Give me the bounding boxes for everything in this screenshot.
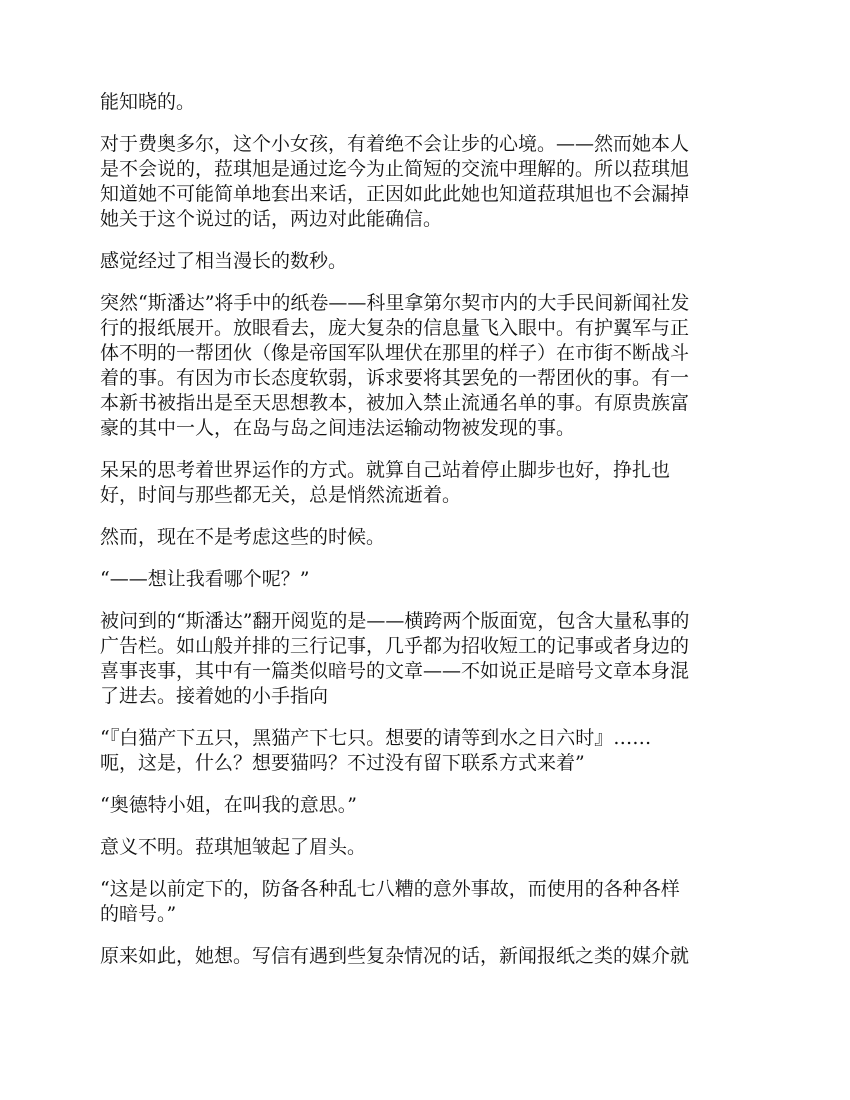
paragraph: 原来如此，她想。写信有遇到些复杂情况的话，新闻报纸之类的媒介就 xyxy=(100,945,690,967)
paragraph: 对于费奥多尔，这个小女孩，有着绝不会让步的心境。——然而她本人 是不会说的，菈琪旭是通过迄今为止简短的交流中理解的。所以菈琪旭 知道她不可能简单地套出来话，正因如此此她也知道菈琪旭也不会漏掉 她关于这个说过的话，两边对此能确信。 xyxy=(100,133,690,230)
paragraph: 意义不明。菈琪旭皱起了眉头。 xyxy=(100,836,367,858)
paragraph: 能知晓的。 xyxy=(100,91,196,113)
paragraph: “奥德特小姐，在叫我的意思。” xyxy=(100,794,357,816)
paragraph: 被问到的“斯潘达”翻开阅览的是——横跨两个版面宽，包含大量私事的 广告栏。如山般并排的三行记事，几乎都为招收短工的记事或者身边的 喜事丧事，其中有一篇类似暗号的文章——不如说正是暗号文章本身混 了进去。接着她的小手指向 xyxy=(100,610,690,707)
paragraph: “『白猫产下五只，黑猫产下七只。想要的请等到水之日六时』…… 呃，这是，什么？想要猫吗？不过没有留下联系方式来着” xyxy=(100,727,652,774)
document-body xyxy=(100,90,760,986)
paragraph: 感觉经过了相当漫长的数秒。 xyxy=(100,250,348,272)
paragraph: 然而，现在不是考虑这些的时候。 xyxy=(100,526,386,548)
paragraph: “这是以前定下的，防备各种乱七八糟的意外事故，而使用的各种各样 的暗号。” xyxy=(100,878,680,925)
paragraph: “——想让我看哪个呢？” xyxy=(100,568,310,590)
paragraph: 呆呆的思考着世界运作的方式。就算自己站着停止脚步也好，挣扎也 好，时间与那些都无关，总是悄然流逝着。 xyxy=(100,459,671,506)
paragraph: 突然“斯潘达”将手中的纸卷——科里拿第尔契市内的大手民间新闻社发 行的报纸展开。放眼看去，庞大复杂的信息量飞入眼中。有护翼军与正 体不明的一帮团伙（像是帝国军队埋伏在那里的样子）在市街不断战斗 着的事。有因为市长态度软弱，诉求要将其罢免的一帮团伙的事。有一 本新书被指出是至天思想教本，被加入禁止流通名单的事。有原贵族富 豪的其中一人，在岛与岛之间违法运输动物被发现的事。 xyxy=(100,292,690,439)
